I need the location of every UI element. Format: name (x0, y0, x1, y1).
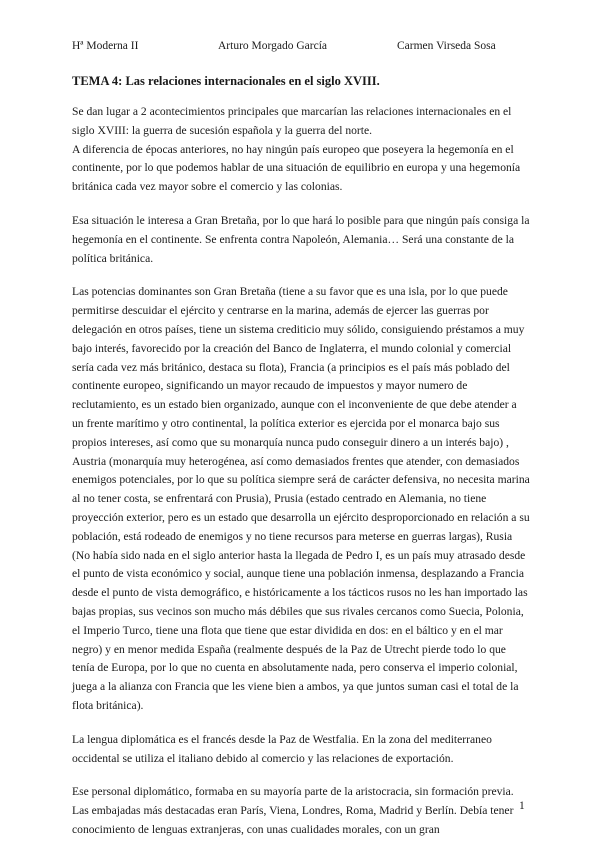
document-title: TEMA 4: Las relaciones internacionales en el siglo XVIII. (72, 74, 380, 88)
page-number: 1 (519, 800, 525, 812)
header-author-2: Carmen Virseda Sosa (397, 40, 496, 52)
document-body (72, 103, 530, 855)
paragraph-language: La lengua diplomática es el francés desde la Paz de Westfalia. En la zona del mediterraneo occidental se utiliza el italiano debido al comercio y las relaciones de exportación. (72, 732, 492, 765)
paragraph-intro-1: Se dan lugar a 2 acontecimientos principales que marcarían las relaciones internacionales en el siglo XVIII: la guerra de sucesión española y la guerra del norte. (72, 105, 512, 137)
paragraph-britain: Esa situación le interesa a Gran Bretaña, por lo que hará lo posible para que ningún país consiga la hegemonía en el continente. Se enfrenta contra Napoleón, Alemania… Será una constante de la política británica. (72, 213, 530, 265)
header-course: Hª Moderna II (72, 40, 139, 52)
header-author-1: Arturo Morgado García (218, 40, 328, 52)
paragraph-diplomats: Ese personal diplomático, formaba en su mayoría parte de la aristocracia, sin formación previa. Las embajadas más destacadas eran París, Viena, Londres, Roma, Madrid y Berlín. Debía tener conocimiento de lenguas extranjeras, con unas cualidades morales, con un gran (72, 785, 514, 836)
paragraph-intro-2: A diferencia de épocas anteriores, no hay ningún país europeo que poseyera la hegemonía en el continente, por lo que podemos hablar de una situación de equilibrio en europa y una hegemonía británica cada vez mayor sobre el comercio y las colonias. (72, 142, 521, 194)
paragraph-powers: Las potencias dominantes son Gran Bretaña (tiene a su favor que es una isla, por lo que puede permitirse descuidar el ejército y centrarse en la marina, además de ejercer las guerras por delegación en otros países, tiene un sistema crediticio muy sólido, consiguiendo préstamos a muy bajo interés, favorecido por la creación del Banco de Inglaterra, el mundo colonial y comercial sería cada vez más británico, destaca su flota), Francia (a principios es el país más poblado del continente europeo, significando un mayor recaudo de impuestos y mayor numero de reclutamiento, es un estado bien organizado, aunque con el inconveniente de que debe atender a un frente marítimo y otro continental, la política exterior es ejercida por el monarca bajo sus propios intereses, así como que su monarquía nunca pudo conseguir dinero a un interés bajo) , Austria (monarquía muy heterogénea, así como demasiados frentes que atender, con demasiados enemigos potenciales, por lo que su política siempre será de carácter defensiva, no necesita marina al no tener costa, se enfrentará con Prusia), Prusia (estado centrado en Alemania, no tiene proyección exterior, pero es un estado que desarrolla un ejército desproporcionado en relación a su población, está rodeado de enemigos y no tiene recursos para meterse en guerras largas), Rusia (No había sido nada en el siglo anterior hasta la llegada de Pedro I, es un país muy atrasado desde el punto de vista económico y social, aunque tiene una población inmensa, desplazando a Francia desde el punto de vista demográfico, e históricamente a los tácticos rusos no les han importado las bajas propias, sus vecinos son mucho más débiles que sus rivales cercanos como Suecia, Polonia, el Imperio Turco, tiene una flota que tiene que estar dividida en dos: en el báltico y en el mar negro) y en menor medida España (realmente después de la Paz de Utrecht pierde todo lo que tenía de Europa, por lo que no cuenta en absolutamente nada, pero conserva el imperio colonial, juega a la alianza con Francia que les viene bien a ambos, ya que juntos suman casi el total de la flota británica). (72, 285, 530, 712)
